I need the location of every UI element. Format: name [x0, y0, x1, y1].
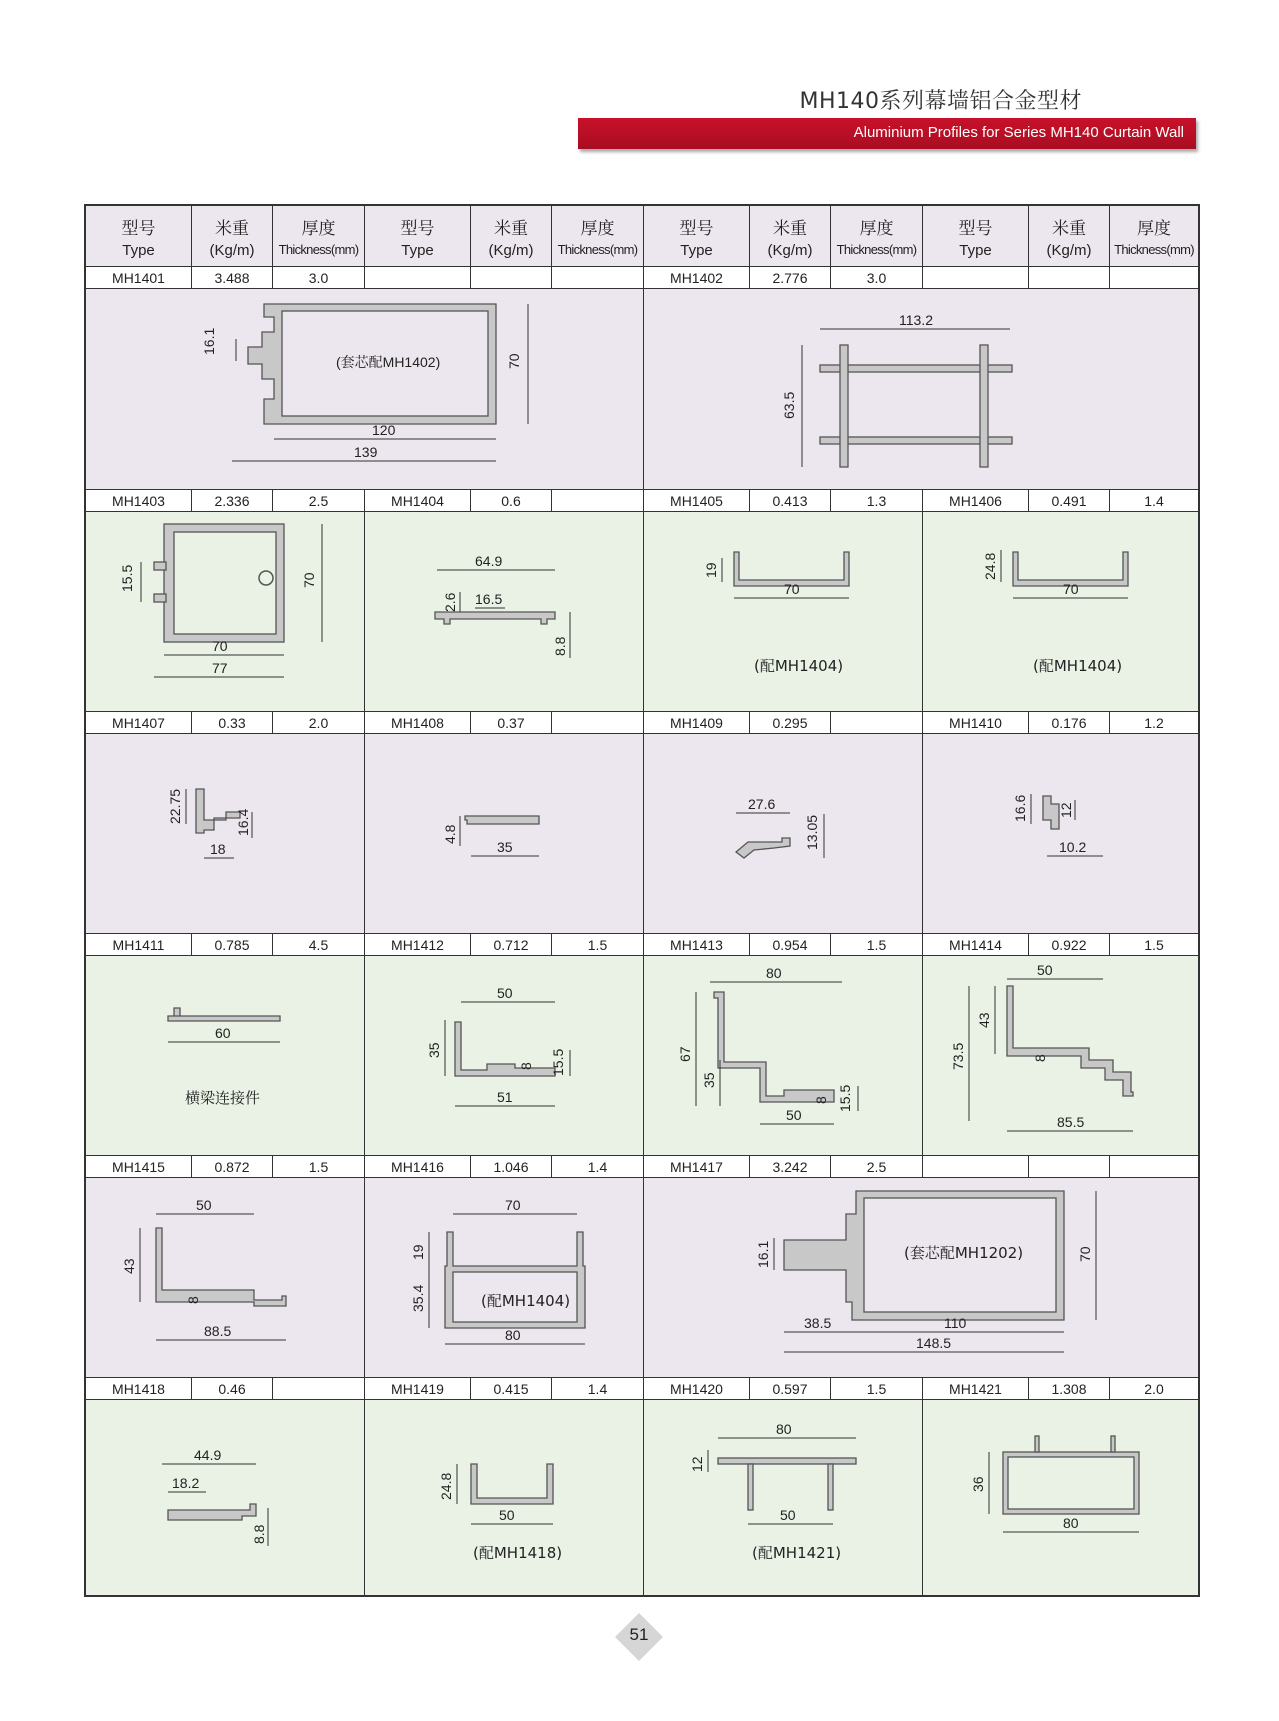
mh1414-label-855: 85.5	[1057, 1114, 1085, 1130]
mh1413-label-67: 67	[677, 1046, 693, 1062]
drawing-mh1409	[644, 734, 923, 933]
header-thickness-cn: 厚度	[1137, 219, 1171, 239]
mh1403-label-70h: 70	[212, 638, 228, 654]
mh1417-note: (套芯配MH1202)	[904, 1244, 1024, 1262]
info-row	[86, 1155, 1198, 1178]
cell-weight: 0.872	[192, 1156, 273, 1178]
mh1412-profile-svg	[365, 956, 644, 1155]
header-type	[86, 206, 192, 266]
profile-catalog-table	[84, 204, 1200, 1597]
mh1420-flange	[718, 1458, 856, 1464]
mh1404-profile-svg	[365, 512, 644, 711]
mh1405-profile-svg	[644, 512, 923, 711]
mh1421-hollow	[1008, 1457, 1134, 1509]
mh1402-profile-svg	[644, 289, 1198, 489]
drawing-mh1415	[86, 1178, 365, 1377]
header-weight-en: (Kg/m)	[209, 242, 255, 259]
info-row	[86, 933, 1198, 956]
header-type-en: Type	[122, 242, 155, 259]
cell-weight: 1.046	[471, 1156, 552, 1178]
mh1406-profile-svg	[923, 512, 1198, 711]
header-weight-en: (Kg/m)	[488, 242, 534, 259]
mh1412-label-35: 35	[426, 1042, 442, 1058]
drawing-mh1403	[86, 512, 365, 711]
header-type-en: Type	[959, 242, 992, 259]
cell-thickness	[1110, 1156, 1198, 1178]
mh1407-label-18: 18	[210, 841, 226, 857]
cell-weight: 0.295	[750, 712, 831, 734]
cell-thickness: 1.5	[831, 934, 923, 956]
header-thickness-cn: 厚度	[580, 219, 615, 239]
mh1402-right-stem	[980, 345, 988, 467]
mh1409-profile	[736, 838, 790, 858]
header-thickness	[273, 206, 365, 266]
header-weight-cn: 米重	[1052, 219, 1086, 239]
header-type-cn: 型号	[679, 219, 714, 239]
mh1410-label-12: 12	[1058, 802, 1074, 818]
cell-type: MH1413	[644, 934, 750, 956]
cell-type	[365, 267, 471, 289]
header-thickness	[831, 206, 923, 266]
mh1417-label-385: 38.5	[804, 1315, 832, 1331]
title-banner	[578, 118, 1196, 149]
mh1401-label-161: 16.1	[201, 327, 217, 355]
mh1406-label-248: 24.8	[982, 552, 998, 580]
mh1406-label-70: 70	[1063, 581, 1079, 597]
mh1417-label-1485: 148.5	[916, 1335, 952, 1351]
cell-thickness	[273, 1378, 365, 1400]
page-title-en: Aluminium Profiles for Series MH140 Curtain Wall	[853, 124, 1184, 141]
header-thickness	[552, 206, 644, 266]
header-thickness-cn: 厚度	[301, 219, 336, 239]
cell-weight: 2.776	[750, 267, 831, 289]
header-weight	[192, 206, 273, 266]
cell-type: MH1406	[923, 490, 1029, 512]
cell-thickness: 1.4	[552, 1156, 644, 1178]
mh1415-label-8: 8	[185, 1296, 201, 1304]
mh1407-profile	[196, 789, 240, 833]
mh1415-profile-svg	[86, 1178, 365, 1377]
cell-thickness: 1.5	[273, 1156, 365, 1178]
mh1411-note: 横梁连接件	[185, 1089, 261, 1107]
mh1419-note: (配MH1418)	[473, 1544, 563, 1562]
drawing-mh1413	[644, 956, 923, 1155]
header-thickness-en: Thickness(mm)	[1114, 242, 1194, 257]
cell-thickness: 2.5	[831, 1156, 923, 1178]
mh1408-label-35: 35	[497, 839, 513, 855]
cell-thickness: 1.3	[831, 490, 923, 512]
mh1412-label-51: 51	[497, 1089, 513, 1105]
mh1421-profile-svg	[923, 1400, 1198, 1595]
drawing-mh1419	[365, 1400, 644, 1595]
mh1405-note: (配MH1404)	[754, 657, 844, 675]
cell-type: MH1401	[86, 267, 192, 289]
drawing-mh1401	[86, 289, 644, 489]
header-type-cn: 型号	[121, 219, 156, 239]
page-number: 51	[629, 1625, 649, 1644]
cell-weight: 0.597	[750, 1378, 831, 1400]
cell-thickness: 4.5	[273, 934, 365, 956]
mh1403-fin-1	[154, 562, 166, 570]
mh1410-label-102: 10.2	[1059, 839, 1087, 855]
drawing-mh1421	[923, 1400, 1198, 1595]
mh1418-label-449: 44.9	[194, 1447, 222, 1463]
cell-weight: 0.785	[192, 934, 273, 956]
mh1421-label-36: 36	[970, 1476, 986, 1492]
mh1417-label-70: 70	[1077, 1246, 1093, 1262]
mh1403-label-155: 15.5	[119, 564, 135, 592]
mh1410-profile-svg	[923, 734, 1198, 933]
mh1416-label-19: 19	[410, 1244, 426, 1260]
cell-type: MH1421	[923, 1378, 1029, 1400]
mh1415-label-43: 43	[121, 1258, 137, 1274]
mh1421-label-80: 80	[1063, 1515, 1079, 1531]
cell-weight: 0.33	[192, 712, 273, 734]
mh1405-label-70: 70	[784, 581, 800, 597]
mh1404-label-649: 64.9	[475, 553, 503, 569]
mh1405-label-19: 19	[703, 562, 719, 578]
mh1420-label-50: 50	[780, 1507, 796, 1523]
mh1409-label-276: 27.6	[748, 796, 776, 812]
mh1417-label-161: 16.1	[755, 1240, 771, 1268]
mh1409-profile-svg	[644, 734, 923, 933]
mh1403-label-77: 77	[212, 660, 228, 676]
drawing-mh1402	[644, 289, 1198, 489]
header-type	[923, 206, 1029, 266]
mh1411-label-60: 60	[215, 1025, 231, 1041]
header-weight-cn: 米重	[215, 219, 249, 239]
cell-type: MH1405	[644, 490, 750, 512]
cell-thickness	[831, 712, 923, 734]
drawing-mh1408	[365, 734, 644, 933]
cell-weight: 3.242	[750, 1156, 831, 1178]
cell-type: MH1417	[644, 1156, 750, 1178]
info-row	[86, 711, 1198, 734]
cell-type: MH1414	[923, 934, 1029, 956]
mh1413-label-8: 8	[813, 1096, 829, 1104]
cell-type: MH1404	[365, 490, 471, 512]
info-row	[86, 1377, 1198, 1400]
cell-thickness: 1.4	[1144, 493, 1164, 509]
drawing-mh1417	[644, 1178, 1198, 1377]
mh1415-label-50: 50	[196, 1197, 212, 1213]
mh1414-label-8: 8	[1032, 1054, 1048, 1062]
mh1419-profile	[471, 1464, 553, 1504]
mh1412-label-155: 15.5	[550, 1048, 566, 1076]
cell-weight: 0.6	[471, 490, 552, 512]
mh1407-label-2275: 22.75	[167, 788, 183, 824]
page-number-badge	[614, 1612, 664, 1662]
cell-type: MH1411	[86, 934, 192, 956]
mh1412-profile	[455, 1022, 555, 1076]
mh1412-label-8: 8	[518, 1062, 534, 1070]
cell-type: MH1420	[644, 1378, 750, 1400]
cell-thickness	[552, 267, 644, 289]
cell-weight: 0.176	[1029, 712, 1110, 734]
mh1401-profile-svg	[86, 289, 644, 489]
cell-weight: 0.922	[1029, 934, 1110, 956]
mh1421-clip-right	[1111, 1436, 1115, 1452]
mh1403-label-70v: 70	[301, 572, 317, 588]
mh1409-label-1305: 13.05	[804, 814, 820, 850]
cell-thickness: 3.0	[831, 267, 923, 289]
mh1410-label-166: 16.6	[1012, 794, 1028, 822]
header-type-en: Type	[680, 242, 713, 259]
cell-weight	[471, 267, 552, 289]
mh1420-label-80: 80	[776, 1421, 792, 1437]
cell-type: MH1418	[86, 1378, 192, 1400]
mh1415-profile	[156, 1228, 286, 1306]
cell-weight	[1029, 267, 1110, 289]
mh1416-label-354: 35.4	[410, 1284, 426, 1312]
header-type	[644, 206, 750, 266]
mh1418-label-182: 18.2	[172, 1475, 200, 1491]
cell-type: MH1415	[86, 1156, 192, 1178]
cell-type: MH1403	[86, 490, 192, 512]
mh1408-profile	[465, 816, 539, 824]
mh1420-profile-svg	[644, 1400, 923, 1595]
mh1402-label-1132: 113.2	[899, 312, 933, 328]
mh1413-label-155: 15.5	[837, 1084, 853, 1112]
drawing-mh1412	[365, 956, 644, 1155]
header-type-cn: 型号	[400, 219, 435, 239]
mh1413-label-80: 80	[766, 965, 782, 981]
drawing-mh1411	[86, 956, 365, 1155]
drawing-mh1420	[644, 1400, 923, 1595]
mh1406-note: (配MH1404)	[1033, 657, 1123, 675]
drawing-mh1404	[365, 512, 644, 711]
cell-type: MH1402	[644, 267, 750, 289]
cell-weight: 2.336	[192, 490, 273, 512]
drawing-mh1416	[365, 1178, 644, 1377]
mh1401-label-120: 120	[372, 422, 396, 438]
cell-weight: 0.491	[1029, 490, 1110, 512]
mh1417-profile-svg	[644, 1178, 1198, 1377]
mh1413-profile-svg	[644, 956, 923, 1155]
cell-type: MH1410	[923, 712, 1029, 734]
mh1420-leg-left	[748, 1464, 753, 1510]
cell-type: MH1409	[644, 712, 750, 734]
cell-thickness: 2.0	[273, 712, 365, 734]
header-weight-cn: 米重	[494, 219, 528, 239]
mh1412-label-50: 50	[497, 985, 513, 1001]
cell-thickness: 2.0	[1144, 1381, 1164, 1397]
cell-weight: 3.488	[192, 267, 273, 289]
mh1402-left-stem	[840, 345, 848, 467]
drawing-mh1410	[923, 734, 1198, 933]
cell-type: MH1407	[86, 712, 192, 734]
table-header	[86, 206, 1198, 267]
mh1404-label-88: 8.8	[552, 636, 568, 656]
mh1408-profile-svg	[365, 734, 644, 933]
cell-type: MH1419	[365, 1378, 471, 1400]
mh1420-label-12: 12	[689, 1456, 705, 1472]
cell-thickness: 1.5	[831, 1378, 923, 1400]
header-weight	[471, 206, 552, 266]
header-weight	[1029, 206, 1110, 266]
cell-weight: 0.37	[471, 712, 552, 734]
cell-thickness: 2.5	[273, 490, 365, 512]
cell-thickness: 3.0	[273, 267, 365, 289]
header-thickness-en: Thickness(mm)	[557, 242, 638, 257]
mh1407-label-164: 16.4	[235, 808, 251, 836]
cell-thickness	[1110, 267, 1198, 289]
mh1403-fin-2	[154, 594, 166, 602]
header-weight-cn: 米重	[773, 219, 807, 239]
mh1403-profile-svg	[86, 512, 365, 711]
info-row	[86, 489, 1198, 512]
drawing-mh1407	[86, 734, 365, 933]
cell-type	[923, 1156, 1029, 1178]
mh1411-profile-svg	[86, 956, 365, 1155]
cell-weight: 0.712	[471, 934, 552, 956]
mh1418-profile	[168, 1504, 256, 1520]
header-weight-en: (Kg/m)	[1046, 242, 1092, 259]
cell-weight: 0.413	[750, 490, 831, 512]
header-weight-en: (Kg/m)	[767, 242, 813, 259]
mh1418-label-88: 8.8	[251, 1524, 267, 1544]
drawing-mh1414	[923, 956, 1198, 1155]
cell-weight: 0.415	[471, 1378, 552, 1400]
drawing-mh1405	[644, 512, 923, 711]
header-weight	[750, 206, 831, 266]
mh1401-label-70: 70	[506, 353, 522, 369]
mh1418-profile-svg	[86, 1400, 365, 1595]
cell-type: MH1412	[365, 934, 471, 956]
mh1414-profile-svg	[923, 956, 1198, 1155]
header-type-cn: 型号	[958, 219, 993, 239]
mh1407-profile-svg	[86, 734, 365, 933]
mh1421-clip-left	[1035, 1436, 1039, 1452]
cell-thickness	[552, 490, 644, 512]
mh1420-note: (配MH1421)	[752, 1544, 842, 1562]
mh1419-profile-svg	[365, 1400, 644, 1595]
cell-weight: 0.954	[750, 934, 831, 956]
mh1414-profile	[1007, 986, 1133, 1096]
drawing-mh1418	[86, 1400, 365, 1595]
mh1404-label-26: 2.6	[442, 592, 458, 612]
mh1411-profile	[168, 1008, 280, 1021]
mh1413-label-35: 35	[701, 1072, 717, 1088]
mh1414-label-43: 43	[976, 1012, 992, 1028]
mh1401-note: (套芯配MH1402)	[336, 354, 441, 370]
cell-thickness: 1.4	[552, 1378, 644, 1400]
header-thickness-en: Thickness(mm)	[278, 242, 359, 257]
mh1417-label-110: 110	[944, 1315, 967, 1331]
mh1419-label-50: 50	[499, 1507, 515, 1523]
mh1416-label-80: 80	[505, 1327, 521, 1343]
mh1416-label-70: 70	[505, 1197, 521, 1213]
mh1419-label-248: 24.8	[438, 1472, 454, 1500]
cell-thickness	[552, 712, 644, 734]
mh1416-note: (配MH1404)	[481, 1292, 571, 1310]
cell-thickness: 1.5	[1144, 937, 1164, 953]
mh1404-profile	[435, 612, 555, 624]
cell-thickness: 1.2	[1144, 715, 1164, 731]
mh1413-profile	[714, 992, 834, 1102]
header-thickness-en: Thickness(mm)	[836, 242, 917, 257]
cell-type: MH1408	[365, 712, 471, 734]
mh1414-label-735: 73.5	[950, 1042, 966, 1070]
mh1408-label-48: 4.8	[442, 824, 458, 844]
mh1413-label-50: 50	[786, 1107, 802, 1123]
drawing-mh1406	[923, 512, 1198, 711]
mh1404-label-165: 16.5	[475, 591, 503, 607]
cell-type: MH1416	[365, 1156, 471, 1178]
header-thickness	[1110, 206, 1198, 266]
mh1410-profile	[1043, 796, 1059, 829]
mh1420-leg-right	[828, 1464, 833, 1510]
page-title-cn: MH140系列幕墙铝合金型材	[799, 89, 1082, 114]
cell-type	[923, 267, 1029, 289]
info-row	[86, 266, 1198, 289]
cell-weight: 0.46	[192, 1378, 273, 1400]
header-type-en: Type	[401, 242, 434, 259]
cell-weight	[1029, 1156, 1110, 1178]
mh1401-label-139: 139	[354, 444, 378, 460]
mh1414-label-50: 50	[1037, 962, 1053, 978]
mh1415-label-885: 88.5	[204, 1323, 232, 1339]
mh1416-profile-svg	[365, 1178, 644, 1377]
cell-thickness: 1.5	[552, 934, 644, 956]
cell-weight: 1.308	[1029, 1378, 1110, 1400]
mh1402-label-635: 63.5	[781, 391, 797, 419]
header-thickness-cn: 厚度	[859, 219, 894, 239]
header-type	[365, 206, 471, 266]
